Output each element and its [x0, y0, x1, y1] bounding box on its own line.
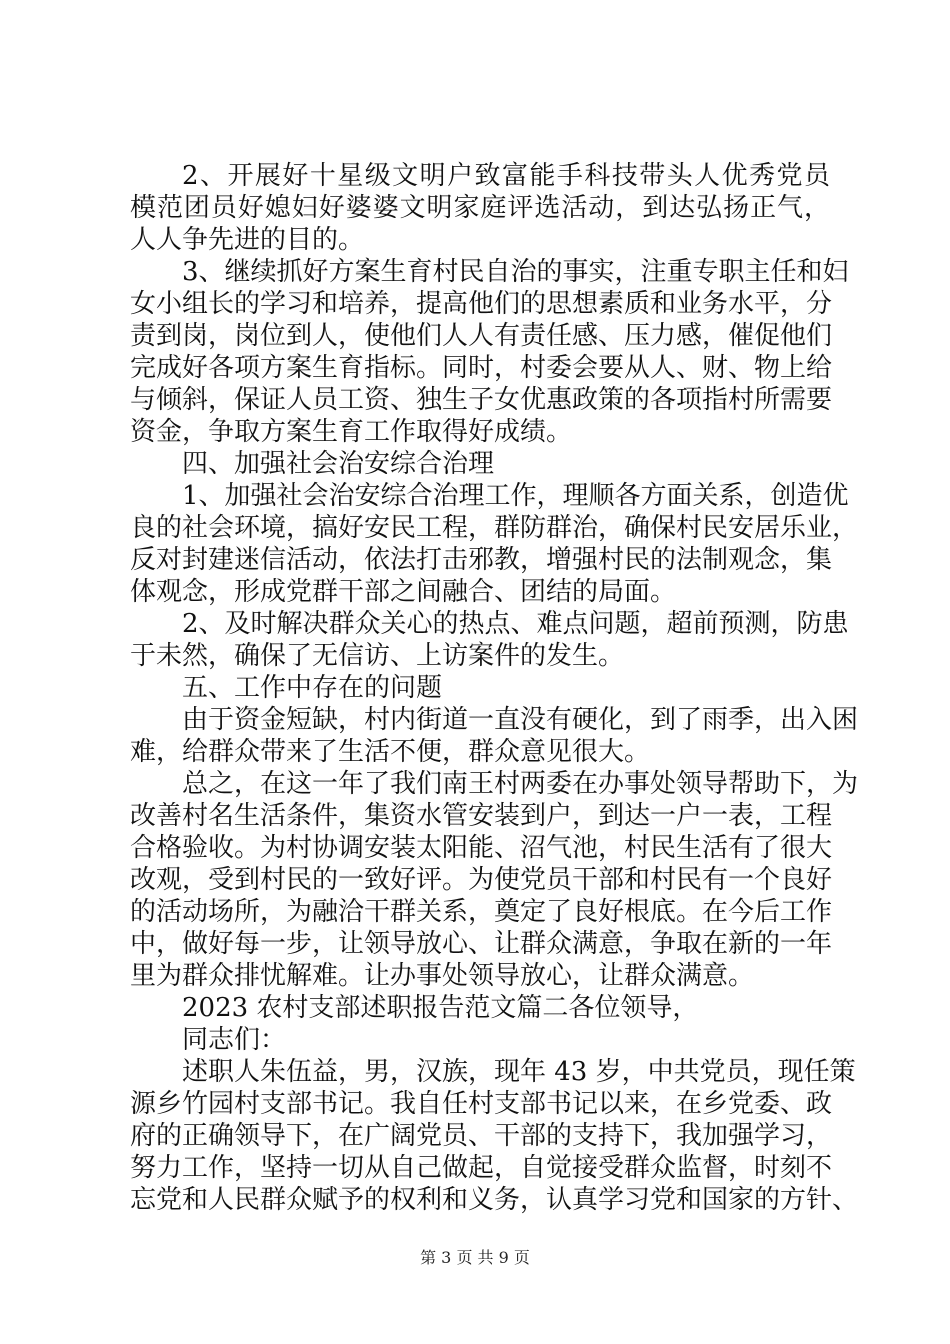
- text-line: 完成好各项方案生育指标。同时，村委会要从人、财、物上给: [130, 353, 833, 383]
- text-line: 2、开展好十星级文明户致富能手科技带头人优秀党员: [182, 161, 830, 191]
- text-line: 中，做好每一步，让领导放心、让群众满意，争取在新的一年: [130, 929, 833, 959]
- text-line: 人人争先进的目的。: [130, 225, 365, 255]
- text-line: 反对封建迷信活动，依法打击邪教，增强村民的法制观念，集: [130, 545, 833, 575]
- page-footer: 第 3 页 共 9 页: [420, 1248, 530, 1267]
- text-line: 责到岗，岗位到人，使他们人人有责任感、压力感，催促他们: [130, 321, 833, 351]
- text-line: 女小组长的学习和培养，提高他们的思想素质和业务水平，分: [130, 289, 833, 319]
- text-line: 忘党和人民群众赋予的权利和义务，认真学习党和国家的方针、: [130, 1185, 859, 1215]
- text-line: 于未然，确保了无信访、上访案件的发生。: [130, 641, 625, 671]
- text-line: 3、继续抓好方案生育村民自治的事实，注重专职主任和妇: [182, 257, 849, 287]
- text-line: 述职人朱伍益，男，汉族，现年 43 岁，中共党员，现任策: [182, 1057, 856, 1087]
- text-line: 与倾斜，保证人员工资、独生子女优惠政策的各项指村所需要: [130, 385, 833, 415]
- text-line: 总之，在这一年了我们南王村两委在办事处领导帮助下，为: [182, 769, 859, 799]
- text-line: 府的正确领导下，在广阔党员、干部的支持下，我加强学习，: [130, 1121, 833, 1151]
- text-line: 2、及时解决群众关心的热点、难点问题，超前预测，防患: [182, 609, 849, 639]
- text-line: 由于资金短缺，村内街道一直没有硬化，到了雨季，出入困: [182, 705, 859, 735]
- text-line: 合格验收。为村协调安装太阳能、沼气池，村民生活有了很大: [130, 833, 833, 863]
- text-line: 四、加强社会治安综合治理: [182, 449, 495, 479]
- text-line: 体观念，形成党群干部之间融合、团结的局面。: [130, 577, 677, 607]
- text-line: 改善村名生活条件，集资水管安装到户，到达一户一表，工程: [130, 801, 833, 831]
- text-line: 努力工作，坚持一切从自己做起，自觉接受群众监督，时刻不: [130, 1153, 833, 1183]
- text-line: 五、工作中存在的问题: [182, 673, 443, 703]
- text-line: 2023 农村支部述职报告范文篇二各位领导，: [182, 993, 699, 1023]
- text-line: 同志们：: [182, 1025, 287, 1055]
- text-line: 改观，受到村民的一致好评。为使党员干部和村民有一个良好: [130, 865, 833, 895]
- text-line: 的活动场所，为融洽干群关系，奠定了良好根底。在今后工作: [130, 897, 833, 927]
- text-line: 良的社会环境，搞好安民工程，群防群治，确保村民安居乐业，: [130, 513, 859, 543]
- text-line: 资金，争取方案生育工作取得好成绩。: [130, 417, 573, 447]
- text-line: 源乡竹园村支部书记。我自任村支部书记以来，在乡党委、政: [130, 1089, 833, 1119]
- text-line: 里为群众排忧解难。让办事处领导放心，让群众满意。: [130, 961, 755, 991]
- text-line: 模范团员好媳妇好婆婆文明家庭评选活动，到达弘扬正气，: [130, 193, 830, 223]
- document-body: [130, 160, 859, 1216]
- text-line: 难，给群众带来了生活不便，群众意见很大。: [130, 737, 651, 767]
- text-line: 1、加强社会治安综合治理工作，理顺各方面关系，创造优: [182, 481, 849, 511]
